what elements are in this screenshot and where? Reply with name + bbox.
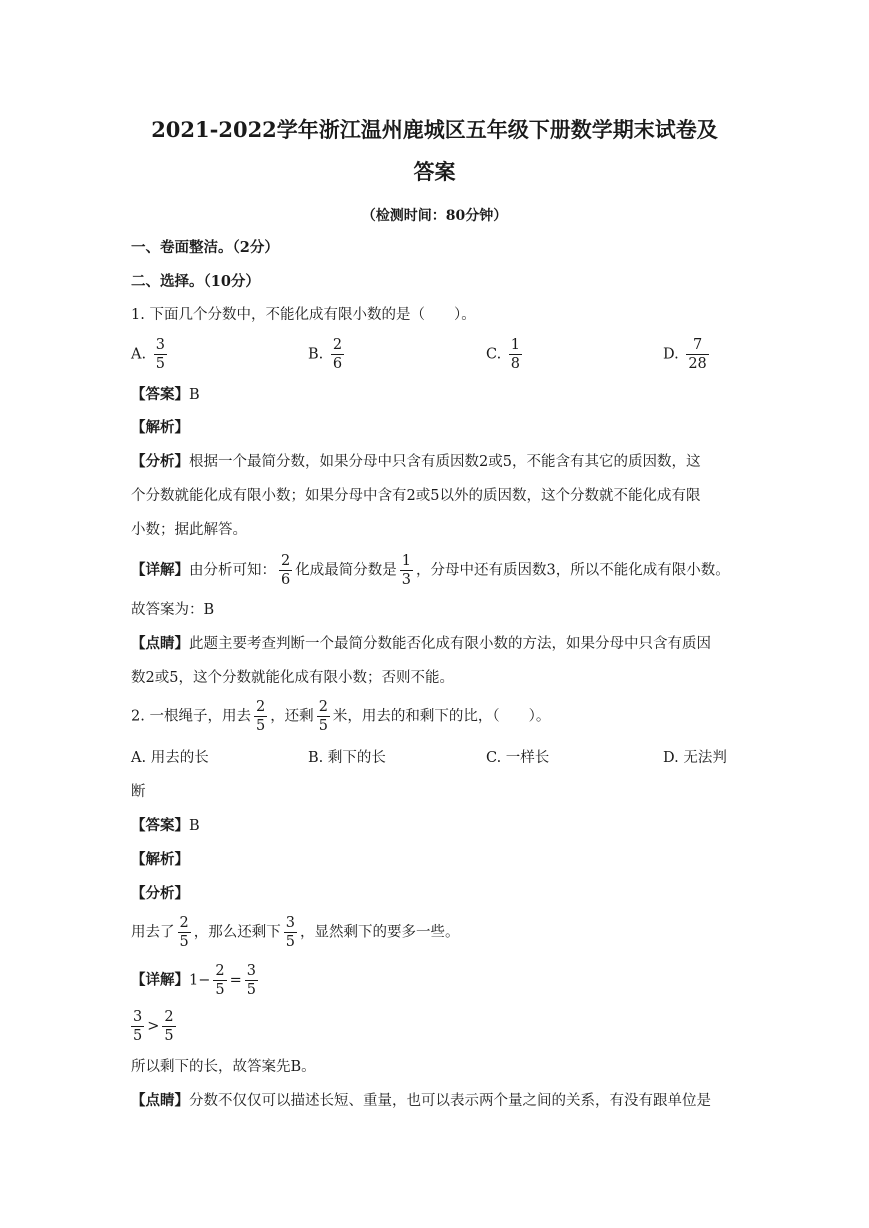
fraction: $\frac{3}{5}$ [155, 337, 165, 372]
question-2-fenxi-label: 【分析】 [131, 885, 189, 902]
fraction: $\frac{3}{5}$ [246, 963, 256, 998]
question-1-final-answer: 故答案为：B [131, 602, 215, 618]
question-1-option-c [486, 336, 525, 373]
fraction: $\frac{1}{8}$ [510, 337, 521, 372]
question-1-option-d [663, 336, 712, 373]
fraction: $\frac{1}{3}$ [401, 553, 411, 588]
section-2-heading: 二、选择。（10分） [131, 273, 260, 290]
fraction: $\frac{2}{5}$ [164, 1009, 174, 1044]
test-duration: （检测时间：80分钟） [361, 208, 508, 224]
question-2-option-d-continued: 断 [131, 784, 146, 800]
question-2-dianjing-line-1: 【点睛】分数不仅仅可以描述长短、重量，也可以表示两个量之间的关系，有没有跟单位是 [131, 1092, 711, 1109]
question-1-answer: 【答案】B [131, 386, 200, 403]
question-1-dianjing-line-1: 【点睛】此题主要考查判断一个最简分数能否化成有限小数的方法，如果分母中只含有质因 [131, 635, 711, 652]
document-title-line-1: 2021-2022学年浙江温州鹿城区五年级下册数学期末试卷及 [151, 117, 718, 142]
fraction: $\frac{2}{5}$ [215, 963, 225, 998]
question-2-option-a: A. 用去的长 [131, 750, 209, 766]
question-2-option-d: D. 无法判 [663, 750, 727, 766]
question-1-dianjing-line-2: 数2或5，这个分数就能化成有限小数；否则不能。 [131, 670, 454, 686]
fraction: $\frac{3}{5}$ [133, 1009, 143, 1044]
fraction: $\frac{2}{5}$ [255, 699, 266, 734]
document-title-line-2: 答案 [413, 159, 456, 184]
fraction: $\frac{2}{5}$ [318, 699, 328, 734]
question-2-conclusion: 所以剩下的长，故答案先B。 [131, 1059, 316, 1075]
option-label: C. [486, 346, 502, 363]
question-2-option-c: C. 一样长 [486, 750, 550, 766]
question-1-option-b [308, 336, 347, 373]
question-2-answer: 【答案】B [131, 817, 200, 834]
question-2-comparison: $\frac{3}{5}$ > $\frac{2}{5}$ [133, 1009, 174, 1044]
question-1-fenxi-line-1: 【分析】根据一个最简分数，如果分母中只含有质因数2或5，不能含有其它的质因数，这 [131, 453, 701, 470]
question-2-detail-equation: 【详解】1− $\frac{2}{5}$ = $\frac{3}{5}$ [131, 963, 256, 998]
section-1-heading: 一、卷面整洁。（2分） [131, 239, 279, 256]
fraction: $\frac{3}{5}$ [285, 915, 295, 950]
fraction: $\frac{2}{5}$ [179, 915, 189, 950]
option-label: B. [308, 346, 324, 363]
question-2-option-b: B. 剩下的长 [308, 750, 386, 766]
question-1-stem: 1. 下面几个分数中，不能化成有限小数的是（ ）。 [131, 307, 476, 323]
question-2-fenxi-text: 用去了 $\frac{2}{5}$ ，那么还剩下 $\frac{3}{5}$ ，显然剩下的要多一些。 [131, 915, 460, 950]
question-1-analysis-label: 【解析】 [131, 419, 189, 436]
question-1-option-a [131, 336, 170, 373]
option-label: D. [663, 346, 679, 363]
fraction: $\frac{7}{28}$ [688, 337, 707, 372]
fraction: $\frac{2}{6}$ [281, 553, 291, 588]
question-2-analysis-label: 【解析】 [131, 851, 189, 868]
option-label: A. [131, 346, 147, 363]
question-1-fenxi-line-3: 小数；据此解答。 [131, 522, 247, 538]
question-2-stem: 2. 一根绳子，用去 $\frac{2}{5}$ ，还剩 $\frac{2}{5}$ 米，用去的和剩下的比，（ ）。 [131, 699, 551, 734]
question-1-detail: 【详解】由分析可知： $\frac{2}{6}$ 化成最简分数是 $\frac{1}{3}$ ，分母中还有质因数3，所以不能化成有限小数。 [131, 553, 730, 588]
question-1-fenxi-line-2: 个分数就能化成有限小数；如果分母中含有2或5以外的质因数，这个分数就不能化成有限 [131, 488, 701, 504]
fraction: $\frac{2}{6}$ [332, 337, 343, 372]
